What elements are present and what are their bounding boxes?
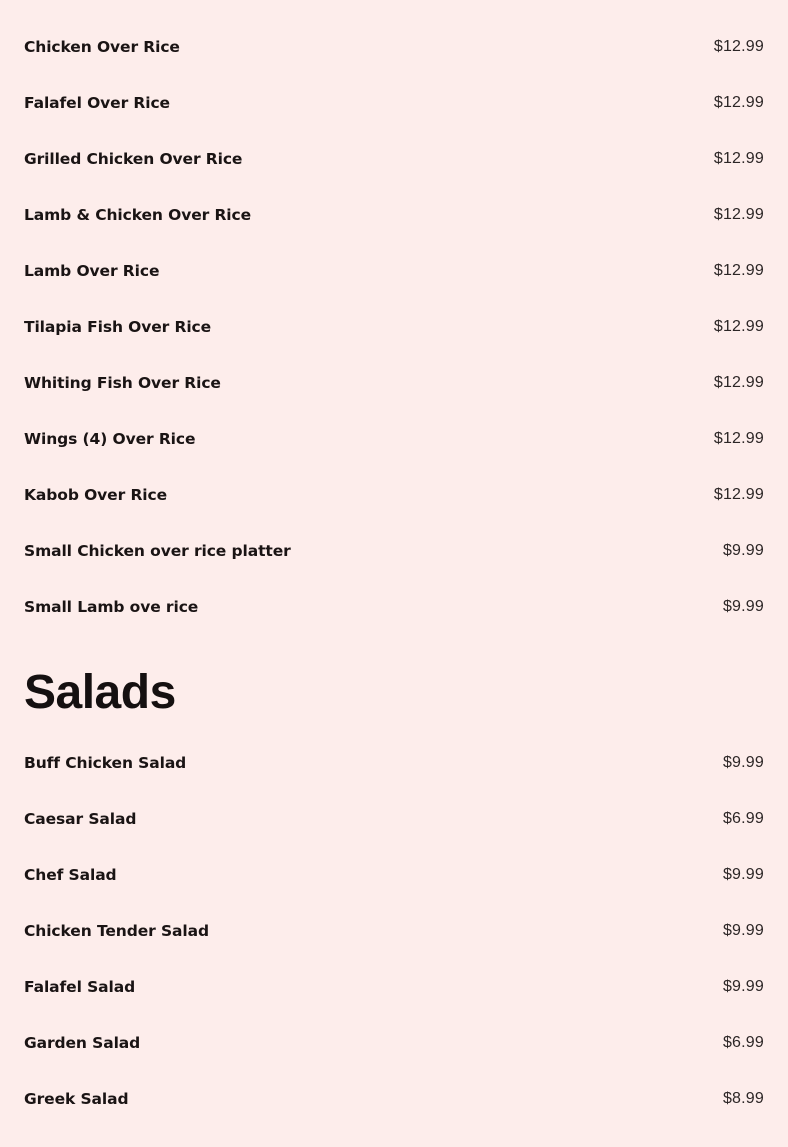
menu-item[interactable] <box>24 903 764 959</box>
item-price: $8.99 <box>722 1090 764 1107</box>
item-name: Garden Salad <box>24 1034 141 1052</box>
menu-item[interactable] <box>24 19 764 75</box>
item-name: Chef Salad <box>24 866 117 884</box>
menu-item[interactable] <box>24 411 764 467</box>
item-price: $9.99 <box>722 866 764 883</box>
item-price: $12.99 <box>713 206 764 223</box>
item-price: $9.99 <box>722 542 764 559</box>
item-name: Lamb Over Rice <box>24 262 160 280</box>
menu-item[interactable] <box>24 243 764 299</box>
menu-item[interactable] <box>24 187 764 243</box>
salads-section <box>0 635 788 1127</box>
item-price: $9.99 <box>722 978 764 995</box>
item-name: Buff Chicken Salad <box>24 754 187 772</box>
menu-item[interactable] <box>24 131 764 187</box>
menu-page <box>0 19 788 1147</box>
item-price: $9.99 <box>722 598 764 615</box>
menu-item[interactable] <box>24 523 764 579</box>
menu-item[interactable] <box>24 299 764 355</box>
menu-item[interactable] <box>24 75 764 131</box>
item-name: Lamb & Chicken Over Rice <box>24 206 252 224</box>
item-name: Grilled Chicken Over Rice <box>24 150 243 168</box>
item-price: $9.99 <box>722 922 764 939</box>
menu-item[interactable] <box>24 1071 764 1127</box>
item-name: Tilapia Fish Over Rice <box>24 318 212 336</box>
menu-item[interactable] <box>24 1015 764 1071</box>
item-price: $6.99 <box>722 810 764 827</box>
menu-item[interactable] <box>24 847 764 903</box>
menu-item[interactable] <box>24 959 764 1015</box>
item-price: $12.99 <box>713 94 764 111</box>
item-price: $12.99 <box>713 430 764 447</box>
item-name: Falafel Salad <box>24 978 136 996</box>
item-name: Wings (4) Over Rice <box>24 430 196 448</box>
item-price: $12.99 <box>713 150 764 167</box>
item-name: Chicken Over Rice <box>24 38 180 56</box>
item-price: $12.99 <box>713 486 764 503</box>
item-name: Small Lamb ove rice <box>24 598 199 616</box>
menu-item[interactable] <box>24 355 764 411</box>
menu-item[interactable] <box>24 791 764 847</box>
item-name: Caesar Salad <box>24 810 137 828</box>
item-price: $6.99 <box>722 1034 764 1051</box>
item-price: $12.99 <box>713 318 764 335</box>
menu-item[interactable] <box>24 467 764 523</box>
item-price: $12.99 <box>713 374 764 391</box>
menu-item[interactable] <box>24 735 764 791</box>
item-name: Small Chicken over rice platter <box>24 542 291 560</box>
item-price: $12.99 <box>713 262 764 279</box>
item-name: Falafel Over Rice <box>24 94 170 112</box>
over-rice-section <box>0 19 788 635</box>
section-title: Salads <box>24 666 176 719</box>
item-price: $9.99 <box>722 754 764 771</box>
menu-item[interactable] <box>24 579 764 635</box>
item-name: Whiting Fish Over Rice <box>24 374 221 392</box>
item-name: Greek Salad <box>24 1090 129 1108</box>
item-name: Kabob Over Rice <box>24 486 167 504</box>
item-name: Chicken Tender Salad <box>24 922 209 940</box>
item-price: $12.99 <box>713 38 764 55</box>
